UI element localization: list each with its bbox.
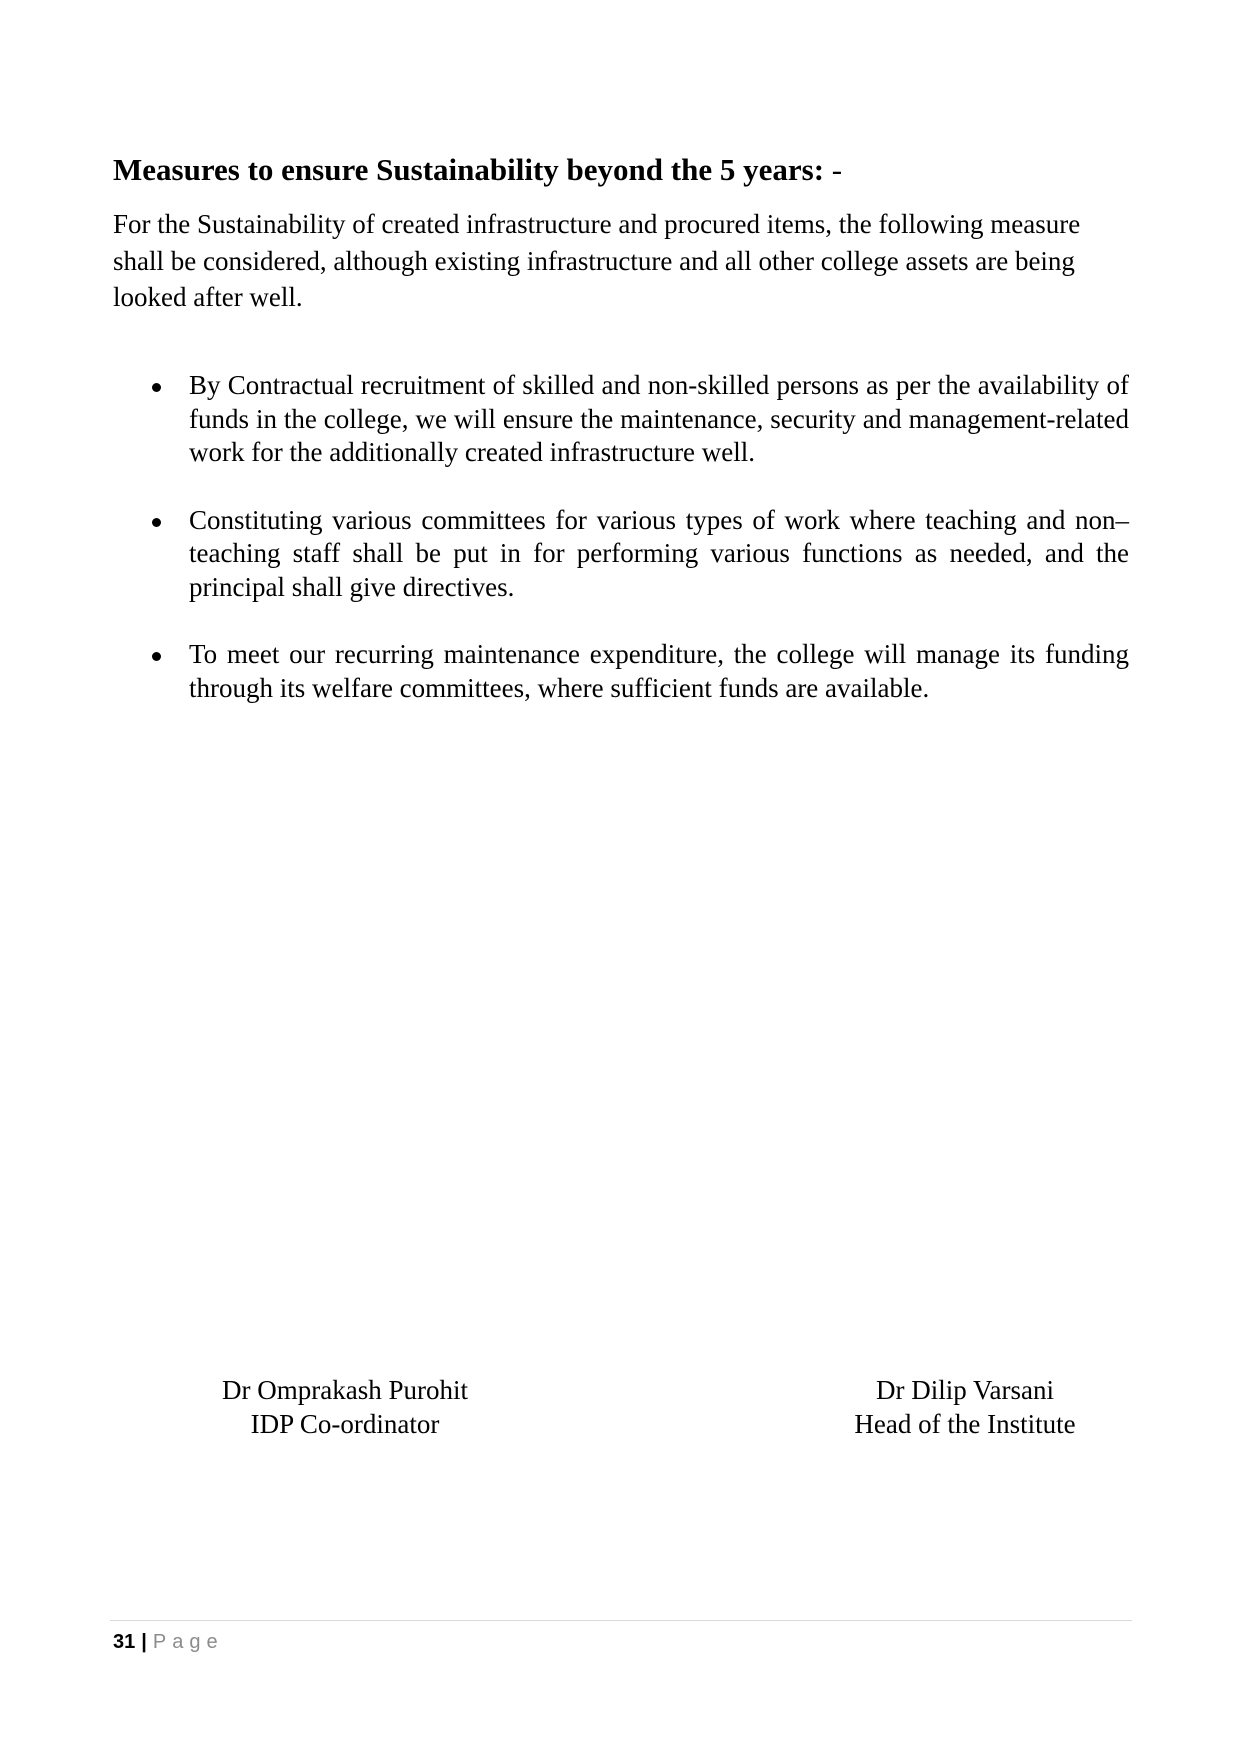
footer-divider xyxy=(110,1620,1132,1621)
signatory-name: Dr Omprakash Purohit xyxy=(222,1375,468,1405)
measures-list xyxy=(113,369,1129,739)
list-item xyxy=(113,504,1129,605)
signatory-name: Dr Dilip Varsani xyxy=(876,1375,1054,1405)
page-label: Page xyxy=(152,1631,224,1653)
footer-separator: | xyxy=(141,1631,147,1653)
signatory-role: IDP Co-ordinator xyxy=(250,1409,440,1439)
page-number: 31 xyxy=(113,1631,136,1653)
bullet-icon xyxy=(152,518,161,527)
bullet-icon xyxy=(152,383,161,392)
intro-paragraph: For the Sustainability of created infrastructure and procured items, the following measure shall be considered, although existing infrastructure and all other college assets are being looked after well. xyxy=(113,209,1081,312)
signatory-role: Head of the Institute xyxy=(854,1409,1076,1439)
list-item xyxy=(113,638,1129,705)
section-heading xyxy=(113,150,842,190)
page-footer xyxy=(113,1629,224,1655)
signature-block-right xyxy=(830,1373,1100,1441)
bullet-icon xyxy=(152,652,161,661)
list-item-text: By Contractual recruitment of skilled and non-skilled persons as per the availability of funds in the college, we will ensure the maintenance, security and management-related work for the additionally created infrastructure well. xyxy=(189,370,1129,467)
list-item-text: To meet our recurring maintenance expenditure, the college will manage its funding through its welfare committees, where sufficient funds are available. xyxy=(189,639,1129,703)
heading-suffix: - xyxy=(831,152,843,187)
signature-block-left xyxy=(200,1373,490,1441)
list-item xyxy=(113,369,1129,470)
list-item-text: Constituting various committees for various types of work where teaching and non–teaching staff shall be put in for performing various functions as needed, and the principal shall give directives. xyxy=(189,504,1129,602)
heading-title: Measures to ensure Sustainability beyond the 5 years: xyxy=(113,152,825,187)
